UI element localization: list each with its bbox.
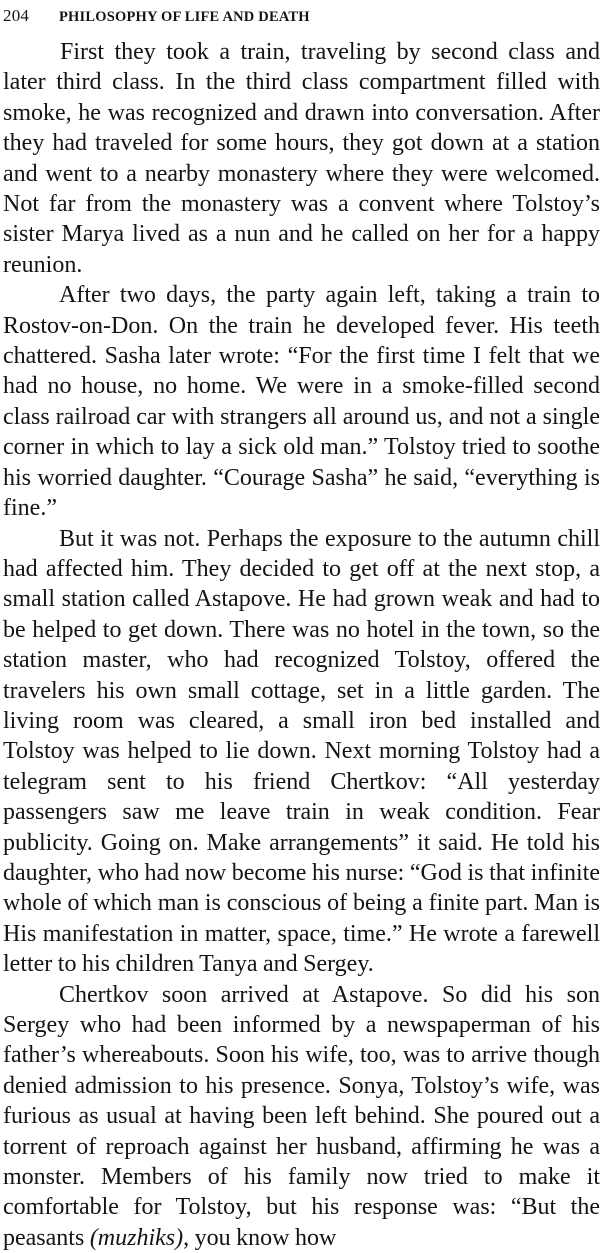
page-number: 204 [3,6,30,25]
paragraph-family-arrives-text: Chertkov soon arrived at Astapove. So did his son Sergey who had been informed by a newspaperman of his father’s whereabouts. Soon his wife, too, was to arrive though denied admission to his presence. Sonya, Tolstoy’s wife, was furious as usual at having been left behind. She poured out a torrent of reproach against her husband, affirming he was a monster. Members of his family now tried to make it comfortable for Tolstoy, but his response was: “But the peasants [3,981,600,1251]
paragraph-train-journey: First they took a train, traveling by second class and later third class. In the third class compartment filled with smoke, he was recognized and drawn into conversation. After they had traveled for some hours, they got down at a station and went to a nearby monastery where they were welcomed. Not far from the monastery was a convent where Tolstoy’s sister Marya lived as a nun and he called on her for a happy reunion. [3,39,600,278]
paragraph-rostov-fever: After two days, the party again left, taking a train to Rostov-on-Don. On the train he developed fever. His teeth chattered. Sasha later wrote: “For the first time I felt that we had no house, no home. We were in a smoke-filled second class railroad car with strangers all around us, and not a single corner in which to lay a sick old man.” Tolstoy tried to soothe his worried daughter. “Courage Sasha” he said, “everything is fine.” [3,282,600,522]
paragraph-astapove: But it was not. Perhaps the exposure to the autumn chill had affected him. They decided to get off at the next stop, a small station called Astapove. He had grown weak and had to be helped to get down. There was no hotel in the town, so the station master, who had recognized Tolstoy, offered the travelers his own small cottage, set in a little garden. The living room was cleared, a small iron bed installed and Tolstoy was helped to lie down. Next morning Tolstoy had a telegram sent to his friend Chertkov: “All yesterday passengers saw me leave train in weak condition. Fear publicity. Going on. Make arrangements” it said. He told his daughter, who had now become his nurse: “God is that infinite whole of which man is conscious of being a finite part. Man is His manifestation in matter, space, time.” He wrote a farewell letter to his children Tanya and Sergey. [3,525,600,978]
paragraph-family-arrives-tail: , you know how [183,1224,337,1251]
muzhiks-italic: (muzhiks) [89,1224,184,1251]
running-head [3,3,600,29]
body-text [3,37,600,1253]
paragraph-family-arrives [3,980,600,1253]
running-title: PHILOSOPHY OF LIFE AND DEATH [59,9,310,25]
